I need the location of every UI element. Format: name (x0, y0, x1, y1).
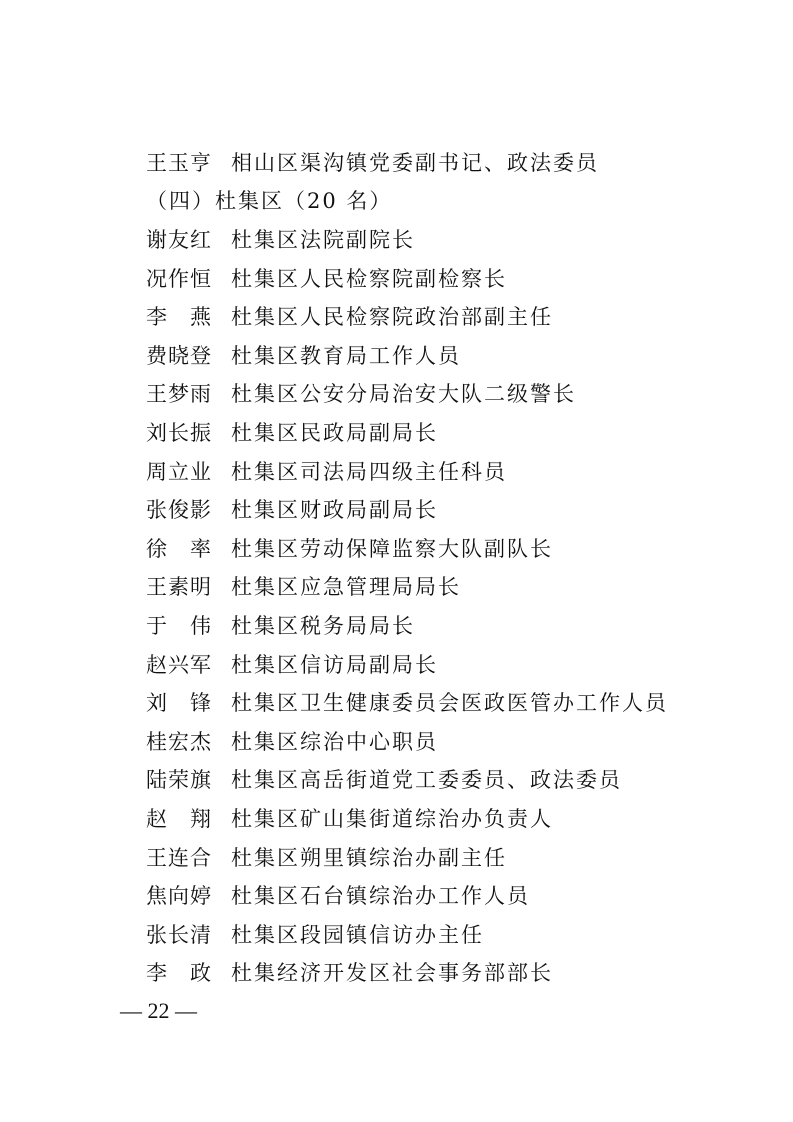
person-role: 杜集区高岳街道党工委委员、政法委员 (231, 768, 622, 792)
person-name: 陆荣旗 (146, 768, 212, 792)
list-item (146, 534, 553, 564)
list-item (146, 920, 484, 950)
list-item (146, 688, 668, 718)
person-role: 杜集区朔里镇综治办副主任 (231, 846, 507, 870)
person-role: 杜集区民政局副局长 (231, 421, 438, 445)
person-name: 张俊影 (146, 498, 212, 522)
person-role: 杜集区信访局副局长 (231, 653, 438, 677)
person-name: 谢友红 (146, 228, 212, 252)
person-role: 杜集经济开发区社会事务部部长 (231, 961, 553, 985)
person-role: 杜集区卫生健康委员会医政医管办工作人员 (231, 691, 668, 715)
person-role: 相山区渠沟镇党委副书记、政法委员 (231, 151, 599, 175)
person-name: 王连合 (146, 846, 212, 870)
list-item (146, 611, 415, 641)
person-role: 杜集区公安分局治安大队二级警长 (231, 382, 576, 406)
list-item (146, 264, 507, 294)
person-role: 杜集区人民检察院副检察长 (231, 267, 507, 291)
person-name: 周立业 (146, 460, 212, 484)
list-item (146, 495, 438, 525)
person-role: 杜集区劳动保障监察大队副队长 (231, 537, 553, 561)
person-name: 刘 锋 (146, 691, 211, 715)
person-name: 刘长振 (146, 421, 212, 445)
person-role: 杜集区教育局工作人员 (231, 344, 461, 368)
page-number: — 22 — (120, 998, 197, 1023)
list-item (146, 765, 622, 795)
person-name: 徐 率 (146, 537, 211, 561)
list-item (146, 457, 507, 487)
person-name: 桂宏杰 (146, 730, 212, 754)
person-name: 于 伟 (146, 614, 211, 638)
list-item (146, 843, 507, 873)
person-role: 杜集区综治中心职员 (231, 730, 438, 754)
person-role: 杜集区段园镇信访办主任 (231, 923, 484, 947)
person-name: 焦向婷 (146, 884, 212, 908)
person-name: 况作恒 (146, 267, 212, 291)
list-item (146, 341, 461, 371)
list-item (146, 881, 530, 911)
list-item (146, 379, 576, 409)
list-item (146, 302, 553, 332)
person-role: 杜集区司法局四级主任科员 (231, 460, 507, 484)
list-item (146, 958, 553, 988)
list-item (146, 225, 415, 255)
person-role: 杜集区矿山集街道综治办负责人 (231, 807, 553, 831)
person-name: 王玉亨 (146, 151, 212, 175)
person-name: 王素明 (146, 575, 212, 599)
person-role: 杜集区法院副院长 (231, 228, 415, 252)
list-item (146, 148, 599, 178)
list-item (146, 804, 553, 834)
person-role: 杜集区石台镇综治办工作人员 (231, 884, 530, 908)
list-item (146, 572, 461, 602)
person-role: 杜集区财政局副局长 (231, 498, 438, 522)
person-name: 李 燕 (146, 305, 211, 329)
person-name: 李 政 (146, 961, 211, 985)
person-name: 张长清 (146, 923, 212, 947)
person-name: 费晓登 (146, 344, 212, 368)
person-name: 赵 翔 (146, 807, 211, 831)
list-item (146, 727, 438, 757)
person-role: 杜集区应急管理局局长 (231, 575, 461, 599)
section-heading: （四）杜集区（20 名） (146, 189, 393, 213)
person-role: 杜集区税务局局长 (231, 614, 415, 638)
list-item (146, 418, 438, 448)
list-item (146, 650, 438, 680)
person-name: 王梦雨 (146, 382, 212, 406)
person-role: 杜集区人民检察院政治部副主任 (231, 305, 553, 329)
person-name: 赵兴军 (146, 653, 212, 677)
